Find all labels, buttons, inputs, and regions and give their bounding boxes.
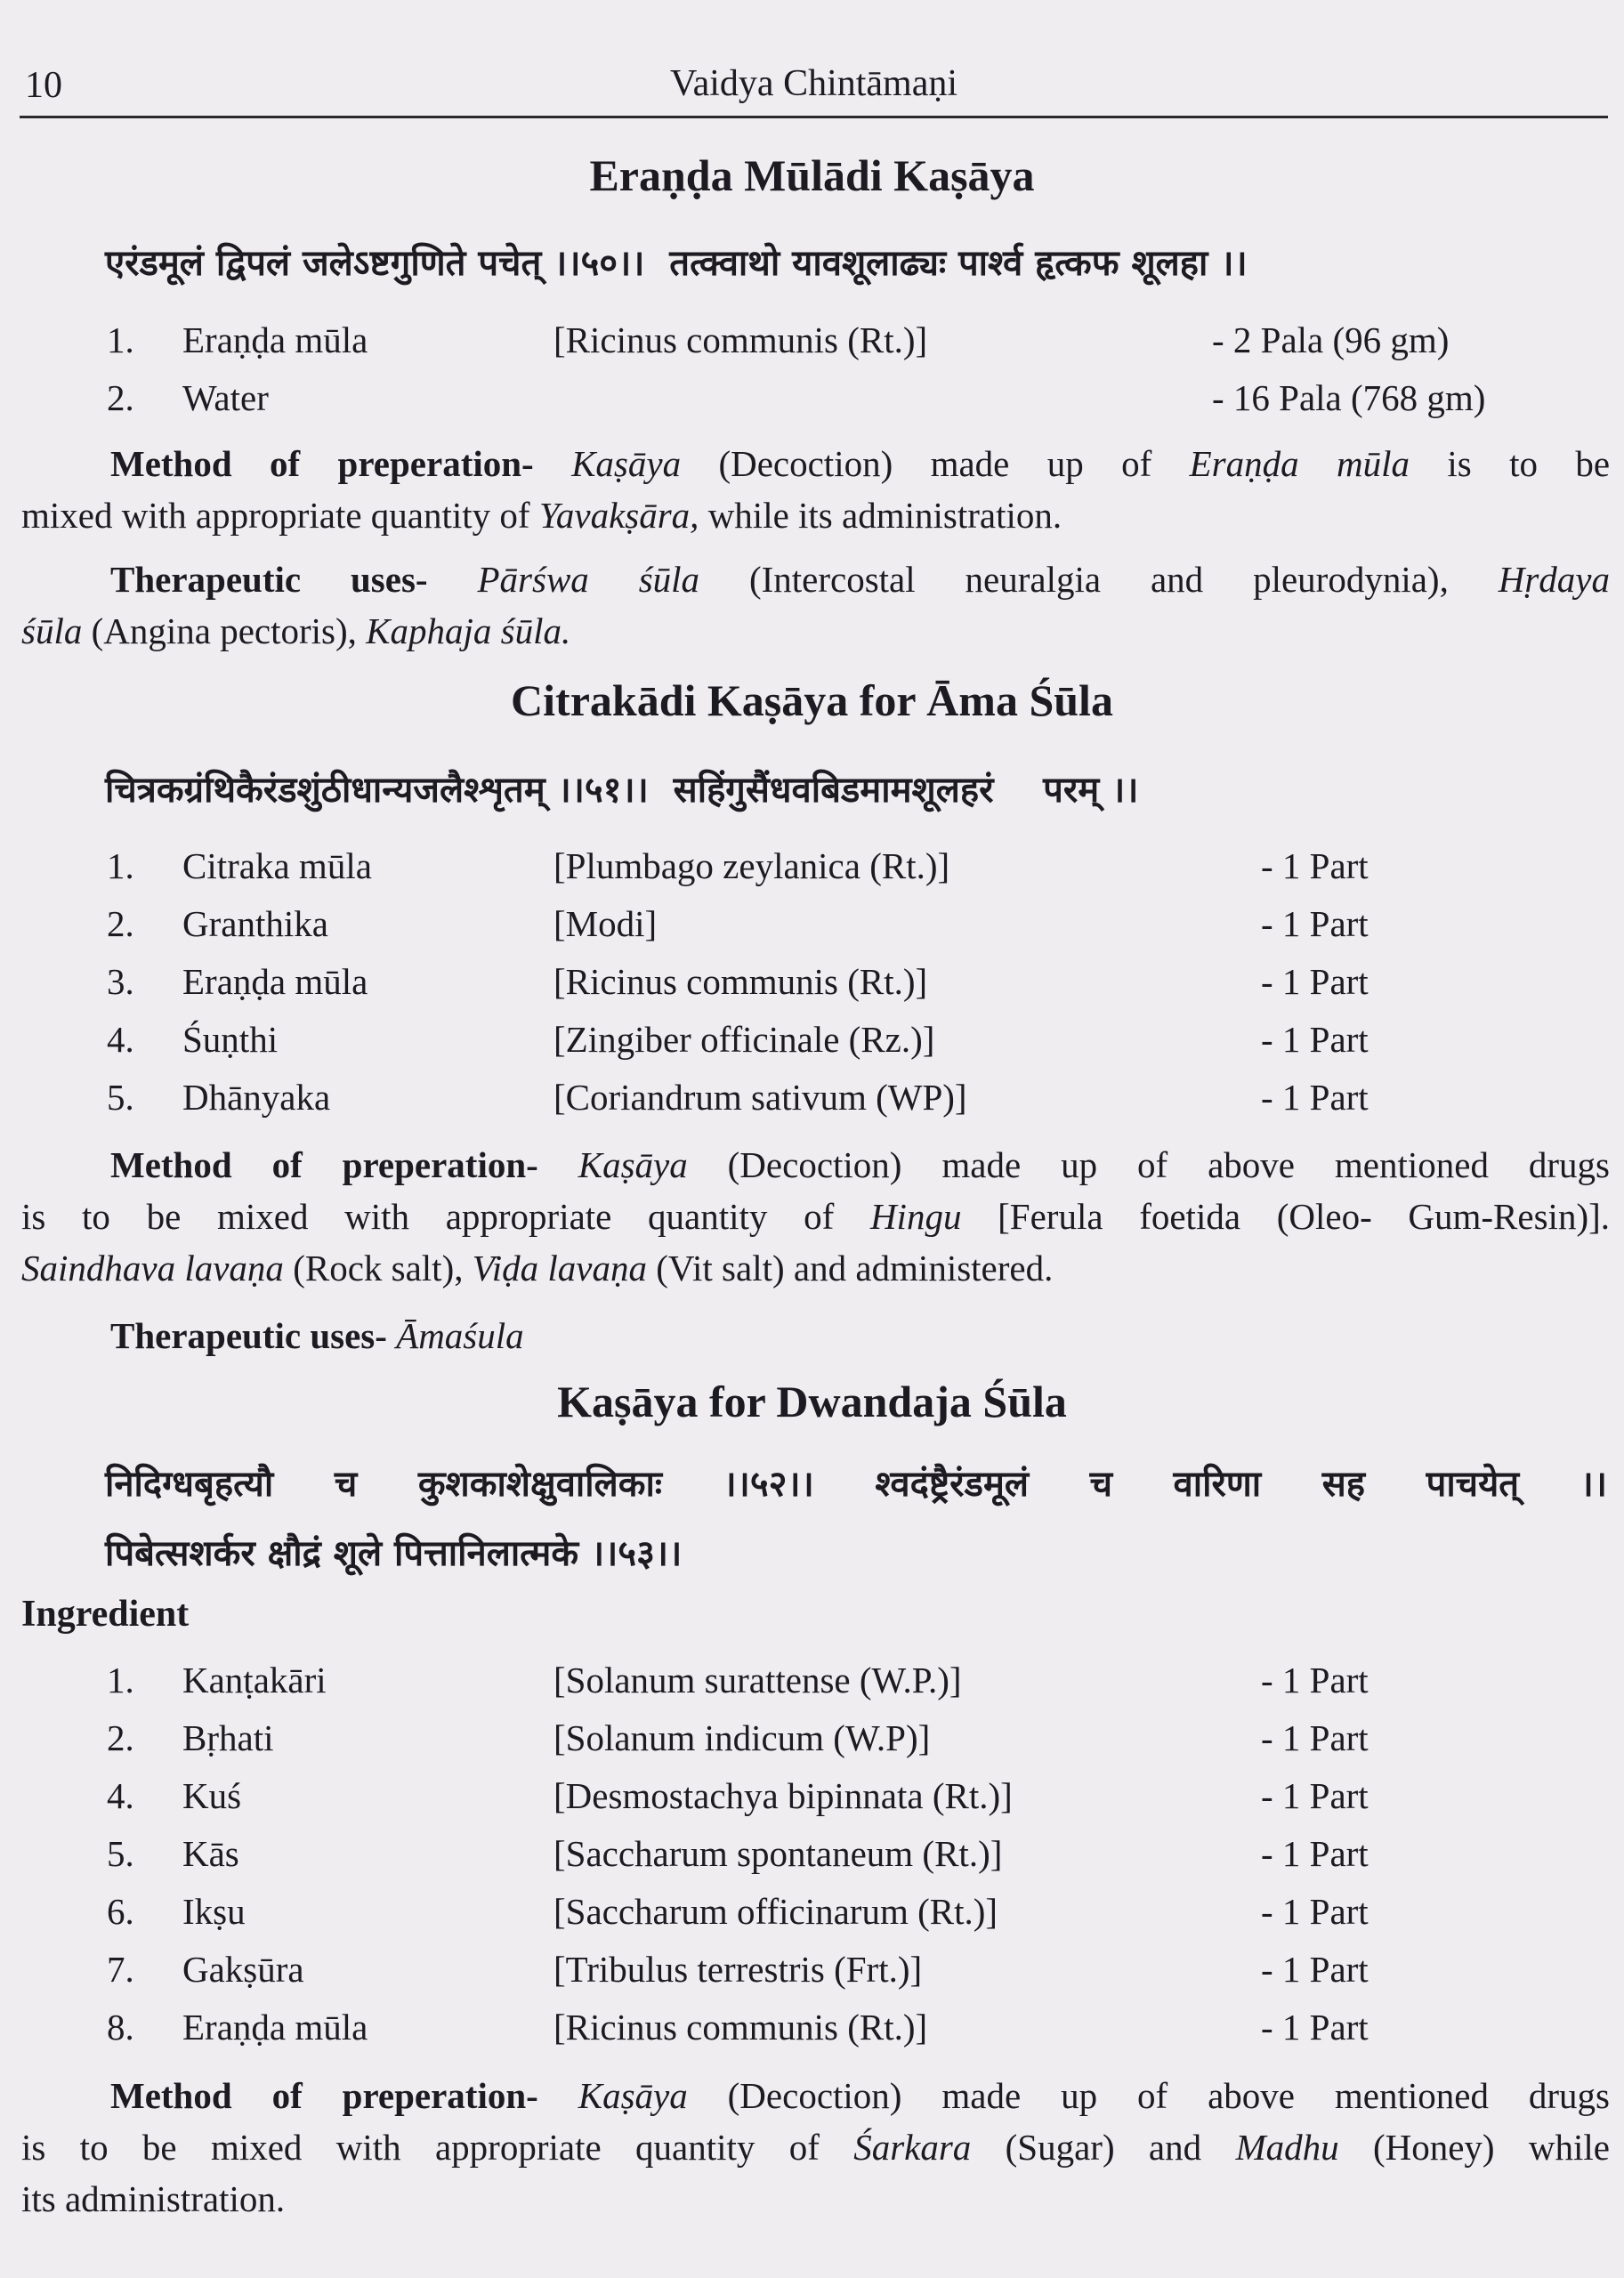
text: is to be <box>1410 443 1611 484</box>
item-botanical: [Coriandrum sativum (WP)] <box>553 1077 967 1118</box>
shloka-52 <box>105 1458 1607 1507</box>
item-botanical: [Saccharum spontaneum (Rt.)] <box>553 1833 1003 1874</box>
item-name: Eraṇḍa mūla <box>182 2007 368 2048</box>
text: [Ferula foetida (Oleo- Gum-Resin)]. <box>961 1196 1610 1237</box>
item-name: Śuṇthi <box>182 1019 279 1060</box>
item-number: 2. <box>107 1717 134 1758</box>
item-number: 3. <box>107 961 134 1002</box>
item-quantity: - 1 Part <box>1261 1660 1369 1700</box>
uses-label: Therapeutic uses- <box>110 1315 387 1356</box>
uses-label: Therapeutic uses- <box>110 559 428 600</box>
item-number: 4. <box>107 1775 134 1816</box>
item-botanical: [Ricinus communis (Rt.)] <box>553 961 928 1002</box>
ingredient-row <box>0 1717 1624 1763</box>
term: Madhu <box>1235 2127 1339 2168</box>
item-quantity: - 1 Part <box>1261 1077 1369 1118</box>
item-number: 1. <box>107 319 134 360</box>
shloka-word: च <box>334 1464 358 1505</box>
item-quantity: - 1 Part <box>1261 903 1369 944</box>
ingredient-row <box>0 1774 1624 1821</box>
item-quantity: - 1 Part <box>1261 1949 1369 1990</box>
item-quantity: - 1 Part <box>1261 1891 1369 1932</box>
item-quantity: - 1 Part <box>1261 845 1369 886</box>
item-number: 1. <box>107 845 134 886</box>
item-botanical: [Plumbago zeylanica (Rt.)] <box>553 845 950 886</box>
text: (Decoction) made up of <box>681 443 1190 484</box>
uses-paragraph <box>21 1310 1610 1361</box>
term: Saindhava lavaṇa <box>21 1248 284 1288</box>
page-number: 10 <box>25 65 62 106</box>
item-number: 7. <box>107 1949 134 1990</box>
page-header <box>20 61 1608 118</box>
section-title-dwandaja: Kaṣāya for Dwandaja Śūla <box>557 1377 1067 1426</box>
shloka-part: तत्क्वाथो यावशूलाढ्यः पार्श्व हृत्कफ शूलहा ।। <box>669 243 1248 284</box>
running-title: Vaidya Chintāmaṇi <box>669 63 958 104</box>
term: Kaṣāya <box>571 443 682 484</box>
term: Kaṣāya <box>578 2075 688 2116</box>
ingredient-row <box>0 1076 1624 1122</box>
term: Kaphaja śūla. <box>366 610 571 651</box>
item-name: Citraka mūla <box>182 845 372 886</box>
ingredient-row <box>0 2006 1624 2052</box>
shloka-part: सहिंगुसैंधवबिडमामशूलहरं <box>673 770 994 811</box>
item-botanical: [Desmostachya bipinnata (Rt.)] <box>553 1775 1013 1816</box>
item-name: Eraṇḍa mūla <box>182 319 368 360</box>
section-title-eranda-muladi: Eraṇḍa Mūlādi Kaṣāya <box>589 150 1035 200</box>
item-botanical: [Ricinus communis (Rt.)] <box>553 2007 928 2048</box>
item-name: Kās <box>182 1833 239 1874</box>
method-label: Method of preperation- <box>110 1144 538 1185</box>
term: Kaṣāya <box>578 1144 688 1185</box>
item-botanical: [Solanum indicum (W.P)] <box>553 1717 931 1758</box>
item-botanical: [Saccharum officinarum (Rt.)] <box>553 1891 998 1932</box>
ingredient-row <box>0 376 1624 423</box>
shloka-word: वारिणा <box>1173 1464 1262 1505</box>
term: Eraṇḍa mūla <box>1189 443 1410 484</box>
shloka-53: पिबेत्सशर्कर क्षौद्रं शूले पित्तानिलात्मके ।।५३।। <box>105 1533 683 1574</box>
item-name: Gakṣūra <box>182 1949 304 1990</box>
item-quantity: - 16 Pala (768 gm) <box>1212 377 1486 418</box>
text: (Sugar) and <box>971 2127 1236 2168</box>
uses-paragraph <box>21 553 1610 657</box>
shloka-50 <box>105 237 1248 286</box>
text: mixed with appropriate quantity of <box>21 495 539 536</box>
item-number: 2. <box>107 903 134 944</box>
shloka-word: निदिग्धबृहत्यौ <box>105 1464 274 1505</box>
term: Yavakṣāra, <box>538 495 699 536</box>
text: (Angina pectoris), <box>82 610 367 651</box>
item-name: Ikṣu <box>182 1891 246 1932</box>
shloka-part: एरंडमूलं द्विपलं जलेऽष्टगुणिते पचेत् ।।५०।। <box>105 243 645 284</box>
text: (Decoction) made up of above mentioned drugs <box>687 1144 1610 1185</box>
text: (Decoction) made up of above mentioned drugs <box>687 2075 1610 2116</box>
item-quantity: - 1 Part <box>1261 1717 1369 1758</box>
item-name: Granthika <box>182 903 328 944</box>
item-botanical: [Tribulus terrestris (Frt.)] <box>553 1949 923 1990</box>
item-name: Kanṭakāri <box>182 1660 327 1700</box>
text: is to be mixed with appropriate quantity of <box>21 1196 870 1237</box>
item-number: 5. <box>107 1833 134 1874</box>
term: Hṛdaya <box>1498 559 1610 600</box>
text: (Rock salt), <box>283 1248 473 1288</box>
item-botanical: [Zingiber officinale (Rz.)] <box>553 1019 935 1060</box>
item-botanical: [Modi] <box>553 903 658 944</box>
shloka-word: सह <box>1321 1464 1366 1505</box>
ingredient-row <box>0 1018 1624 1064</box>
shloka-51 <box>105 763 1138 812</box>
ingredient-row <box>0 319 1624 365</box>
term: Viḍa lavaṇa <box>472 1248 647 1288</box>
item-botanical: [Solanum surattense (W.P.)] <box>553 1660 962 1700</box>
ingredient-row <box>0 844 1624 891</box>
ingredient-heading: Ingredient <box>21 1594 190 1635</box>
item-name: Kuś <box>182 1775 242 1816</box>
ingredient-row <box>0 1890 1624 1936</box>
shloka-word: ।।५२।। <box>723 1464 814 1505</box>
term: Hingu <box>869 1196 962 1237</box>
item-quantity: - 1 Part <box>1261 2007 1369 2048</box>
shloka-part: चित्रकग्रंथिकैरंडशुंठीधान्यजलैश्शृतम् ।।५१।। <box>105 770 649 811</box>
text: (Vit salt) and administered. <box>646 1248 1054 1288</box>
item-quantity: - 1 Part <box>1261 1019 1369 1060</box>
item-number: 1. <box>107 1660 134 1700</box>
section-title-citrakadi: Citrakādi Kaṣāya for Āma Śūla <box>511 675 1113 725</box>
shloka-word: पाचयेत् <box>1426 1464 1520 1505</box>
term: Āmaśula <box>396 1315 524 1356</box>
shloka-word: कुशकाशेक्षुवालिकाः <box>417 1464 662 1505</box>
item-number: 2. <box>107 377 134 418</box>
method-paragraph <box>21 2070 1610 2225</box>
item-name: Eraṇḍa mūla <box>182 961 368 1002</box>
shloka-word: ।। <box>1580 1464 1607 1505</box>
shloka-part: परम् ।। <box>1043 770 1139 811</box>
item-quantity: - 2 Pala (96 gm) <box>1212 319 1450 360</box>
ingredient-row <box>0 960 1624 1006</box>
ingredient-row <box>0 1948 1624 1994</box>
method-label: Method of preperation- <box>110 2075 538 2116</box>
item-number: 6. <box>107 1891 134 1932</box>
text: (Intercostal neuralgia and pleurodynia), <box>699 559 1499 600</box>
ingredient-row <box>0 1659 1624 1705</box>
term: Pārśwa śūla <box>477 559 700 600</box>
item-name: Water <box>182 377 269 418</box>
text: while its administration. <box>699 495 1062 536</box>
item-number: 8. <box>107 2007 134 2048</box>
item-name: Dhānyaka <box>182 1077 331 1118</box>
item-name: Bṛhati <box>182 1717 274 1758</box>
shloka-word: च <box>1089 1464 1112 1505</box>
method-paragraph <box>21 1139 1610 1294</box>
text: (Honey) while <box>1338 2127 1610 2168</box>
ingredient-row <box>0 1832 1624 1878</box>
item-quantity: - 1 Part <box>1261 1833 1369 1874</box>
item-number: 5. <box>107 1077 134 1118</box>
text: is to be mixed with appropriate quantity of <box>21 2127 854 2168</box>
text: its administration. <box>21 2178 286 2219</box>
item-quantity: - 1 Part <box>1261 961 1369 1002</box>
shloka-word: श्वदंष्ट्रैरंडमूलं <box>875 1464 1029 1505</box>
term: Śarkara <box>853 2127 972 2168</box>
term: śūla <box>21 610 83 651</box>
method-paragraph <box>21 438 1610 541</box>
ingredient-row <box>0 902 1624 949</box>
item-number: 4. <box>107 1019 134 1060</box>
item-quantity: - 1 Part <box>1261 1775 1369 1816</box>
method-label: Method of preperation- <box>110 443 534 484</box>
item-botanical: [Ricinus communis (Rt.)] <box>553 319 928 360</box>
